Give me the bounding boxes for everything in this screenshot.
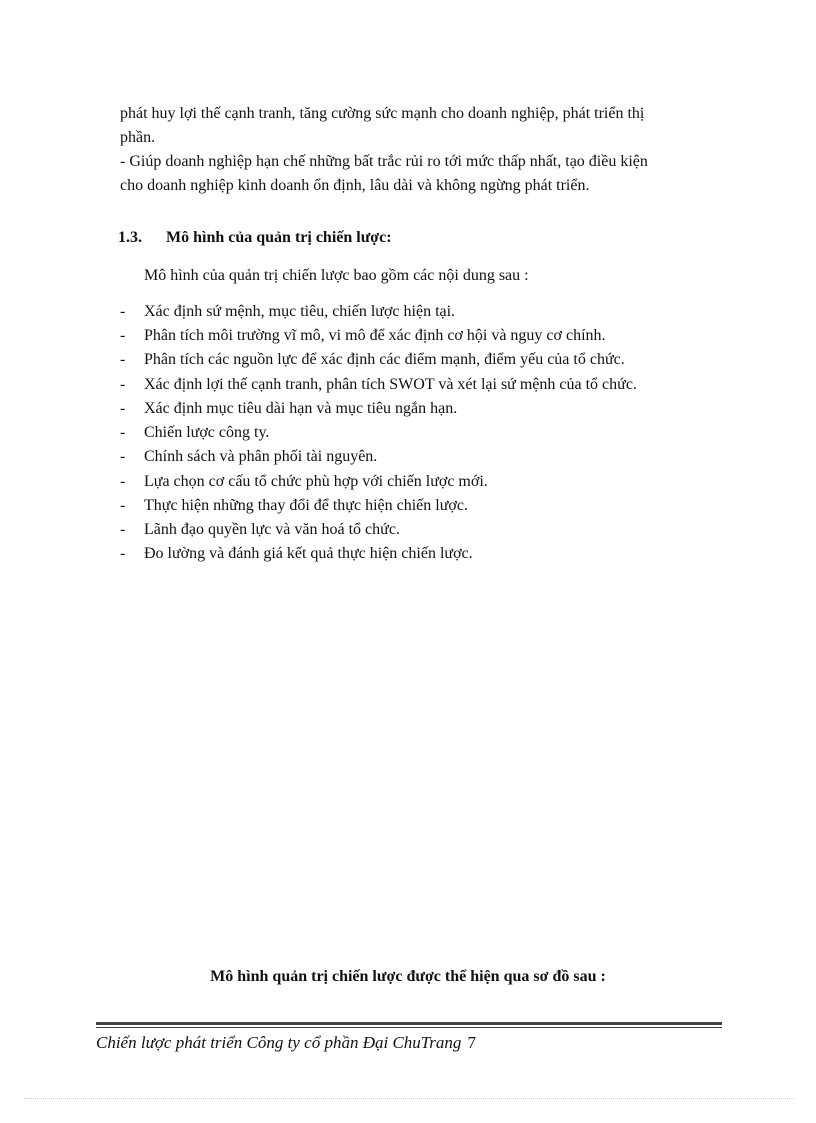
paragraph-line: cho doanh nghiệp kinh doanh ổn định, lâu dài và không ngừng phát triển. (120, 177, 590, 194)
bullet-dash: - (120, 521, 126, 538)
list-item-text: Thực hiện những thay đổi để thực hiện chiến lược. (144, 497, 468, 514)
footer-rule-thin (96, 1027, 722, 1028)
bullet-dash: - (120, 327, 126, 344)
paragraph-line: phát huy lợi thế cạnh tranh, tăng cường sức mạnh cho doanh nghiệp, phát triển thị (120, 105, 645, 122)
paragraph-line: phần. (120, 129, 156, 146)
bullet-dash: - (120, 497, 126, 514)
list-item-text: Xác định lợi thế cạnh tranh, phân tích SWOT và xét lại sứ mệnh của tổ chức. (144, 376, 637, 393)
bullet-dash: - (120, 303, 126, 320)
page-number: 7 (467, 1033, 476, 1052)
bullet-dash: - (120, 376, 126, 393)
list-item-text: Phân tích các nguồn lực để xác định các điểm mạnh, điểm yếu của tổ chức. (144, 351, 625, 368)
section-heading (118, 227, 392, 249)
section-number: 1.3. (118, 229, 142, 246)
list-item-text: Chiến lược công ty. (144, 424, 270, 441)
page-footer (96, 1032, 476, 1054)
bullet-dash: - (120, 448, 126, 465)
section-title: Mô hình của quản trị chiến lược: (166, 229, 392, 246)
page-edge-divider (24, 1098, 794, 1099)
footer-rule-thick (96, 1022, 722, 1025)
list-item-text: Xác định mục tiêu dài hạn và mục tiêu ngắn hạn. (144, 400, 458, 417)
list-item-text: Lựa chọn cơ cấu tổ chức phù hợp với chiến lược mới. (144, 473, 488, 490)
bullet-dash: - (120, 424, 126, 441)
paragraph-line: - Giúp doanh nghiệp hạn chế những bất trắc rủi ro tới mức thấp nhất, tạo điều kiện (120, 153, 648, 170)
list-item-text: Phân tích môi trường vĩ mô, vi mô để xác định cơ hội và nguy cơ chính. (144, 327, 606, 344)
bullet-dash: - (120, 473, 126, 490)
bullet-dash: - (120, 545, 126, 562)
list-item-text: Đo lường và đánh giá kết quả thực hiện chiến lược. (144, 545, 473, 562)
footer-title: Chiến lược phát triển Công ty cổ phần Đại ChuTrang (96, 1033, 462, 1052)
bullet-dash: - (120, 351, 126, 368)
list-item-text: Chính sách và phân phối tài nguyên. (144, 448, 378, 465)
list-item-text: Xác định sứ mệnh, mục tiêu, chiến lược hiện tại. (144, 303, 456, 320)
bullet-dash: - (120, 400, 126, 417)
diagram-caption: Mô hình quản trị chiến lược được thể hiện qua sơ đồ sau : (210, 968, 606, 985)
section-lead: Mô hình của quản trị chiến lược bao gồm các nội dung sau : (144, 267, 529, 284)
list-item-text: Lãnh đạo quyền lực và văn hoá tổ chức. (144, 521, 400, 538)
